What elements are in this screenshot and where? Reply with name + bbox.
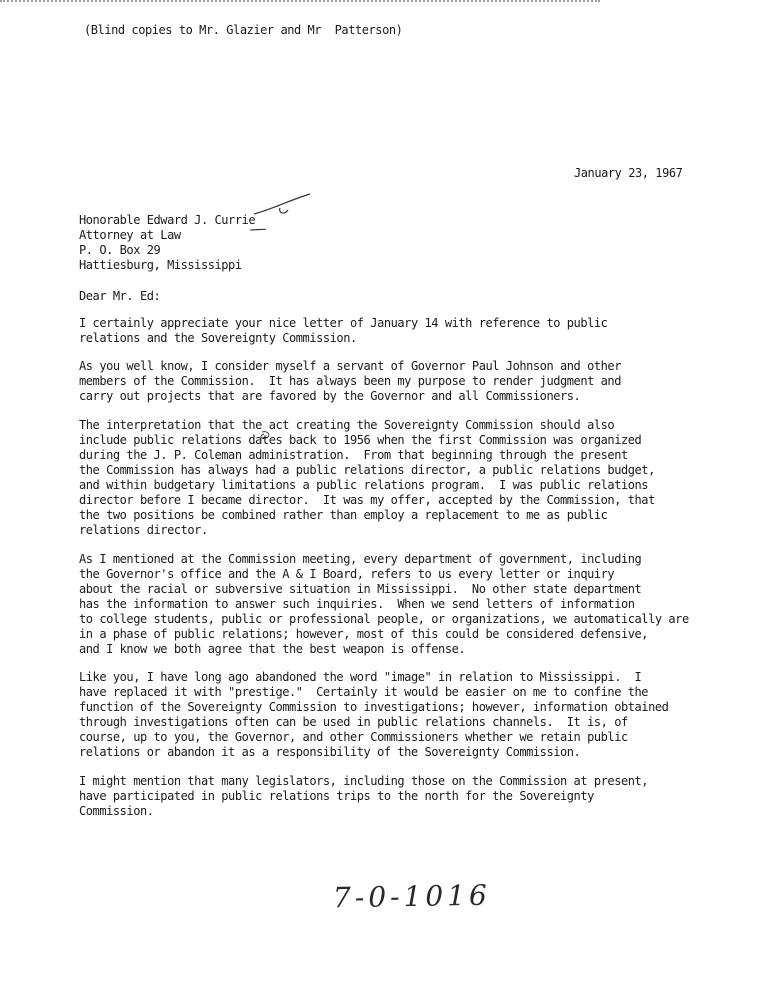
paragraph-line: and I know we both agree that the best weapon is offense. xyxy=(79,642,466,656)
recipient-name: Honorable Edward J. Currie xyxy=(79,213,256,227)
paragraph-line: to college students, public or professional people, or organizations, we automatically are xyxy=(79,612,689,626)
paragraph-5 xyxy=(79,670,668,760)
paragraph-line: course, up to you, the Governor, and other Commissioners whether we retain public xyxy=(79,730,628,744)
paragraph-6 xyxy=(79,774,648,819)
paragraph-line: I certainly appreciate your nice letter of January 14 with reference to public xyxy=(79,316,608,330)
paragraph-line: in a phase of public relations; however, most of this could be considered defensive, xyxy=(79,627,649,641)
pen-correction-mark xyxy=(250,192,314,234)
paragraph-line: members of the Commission. It has always been my purpose to render judgment and xyxy=(79,374,621,388)
paragraph-line: through investigations often can be used in public relations channels. It is, of xyxy=(79,715,628,729)
paragraph-line: Like you, I have long ago abandoned the word "image" in relation to Mississippi. I xyxy=(79,670,642,684)
paragraph-line: include public relations dates back to 1956 when the first Commission was organized xyxy=(79,433,642,447)
paragraph-line: function of the Sovereignty Commission to investigations; however, information obtained xyxy=(79,700,669,714)
blind-copy-note: (Blind copies to Mr. Glazier and Mr Patterson) xyxy=(84,23,403,37)
salutation: Dear Mr. Ed: xyxy=(79,289,161,303)
paragraph-line: The interpretation that the act creating the Sovereignty Commission should also xyxy=(79,418,615,432)
paragraph-line: have participated in public relations trips to the north for the Sovereignty xyxy=(79,789,594,803)
paragraph-line: As I mentioned at the Commission meeting, every department of government, including xyxy=(79,552,642,566)
paragraph-line: during the J. P. Coleman administration. From that beginning through the present xyxy=(79,448,628,462)
paragraph-line: carry out projects that are favored by the Governor and all Commissioners. xyxy=(79,389,581,403)
handwritten-file-number: 7-0-1016 xyxy=(332,878,492,915)
paragraph-1 xyxy=(79,316,607,346)
paragraph-line: Commission. xyxy=(79,804,154,818)
paragraph-line: has the information to answer such inquiries. When we send letters of information xyxy=(79,597,635,611)
page-top-edge xyxy=(0,0,600,2)
paragraph-4 xyxy=(79,552,689,657)
paragraph-line: relations and the Sovereignty Commission. xyxy=(79,331,357,345)
recipient-city: Hattiesburg, Mississippi xyxy=(79,258,242,272)
paragraph-line: the two positions be combined rather than employ a replacement to me as public xyxy=(79,508,608,522)
recipient-po-box: P. O. Box 29 xyxy=(79,243,161,257)
recipient-title: Attorney at Law xyxy=(79,228,181,242)
letter-date: January 23, 1967 xyxy=(574,166,683,180)
paragraph-line: have replaced it with "prestige." Certainly it would be easier on me to confine the xyxy=(79,685,649,699)
paragraph-line: and within budgetary limitations a public relations program. I was public relations xyxy=(79,478,649,492)
paragraph-line: about the racial or subversive situation in Mississippi. No other state department xyxy=(79,582,642,596)
paragraph-line: the Governor's office and the A & I Board, refers to us every letter or inquiry xyxy=(79,567,615,581)
paragraph-line: relations or abandon it as a responsibility of the Sovereignty Commission. xyxy=(79,745,581,759)
paragraph-line: director before I became director. It was my offer, accepted by the Commission, that xyxy=(79,493,655,507)
paragraph-line: As you well know, I consider myself a servant of Governor Paul Johnson and other xyxy=(79,359,621,373)
paragraph-2 xyxy=(79,359,621,404)
paragraph-line: the Commission has always had a public relations director, a public relations budget, xyxy=(79,463,655,477)
paragraph-line: I might mention that many legislators, including those on the Commission at present, xyxy=(79,774,649,788)
paragraph-3 xyxy=(79,418,655,538)
paragraph-line: relations director. xyxy=(79,523,208,537)
